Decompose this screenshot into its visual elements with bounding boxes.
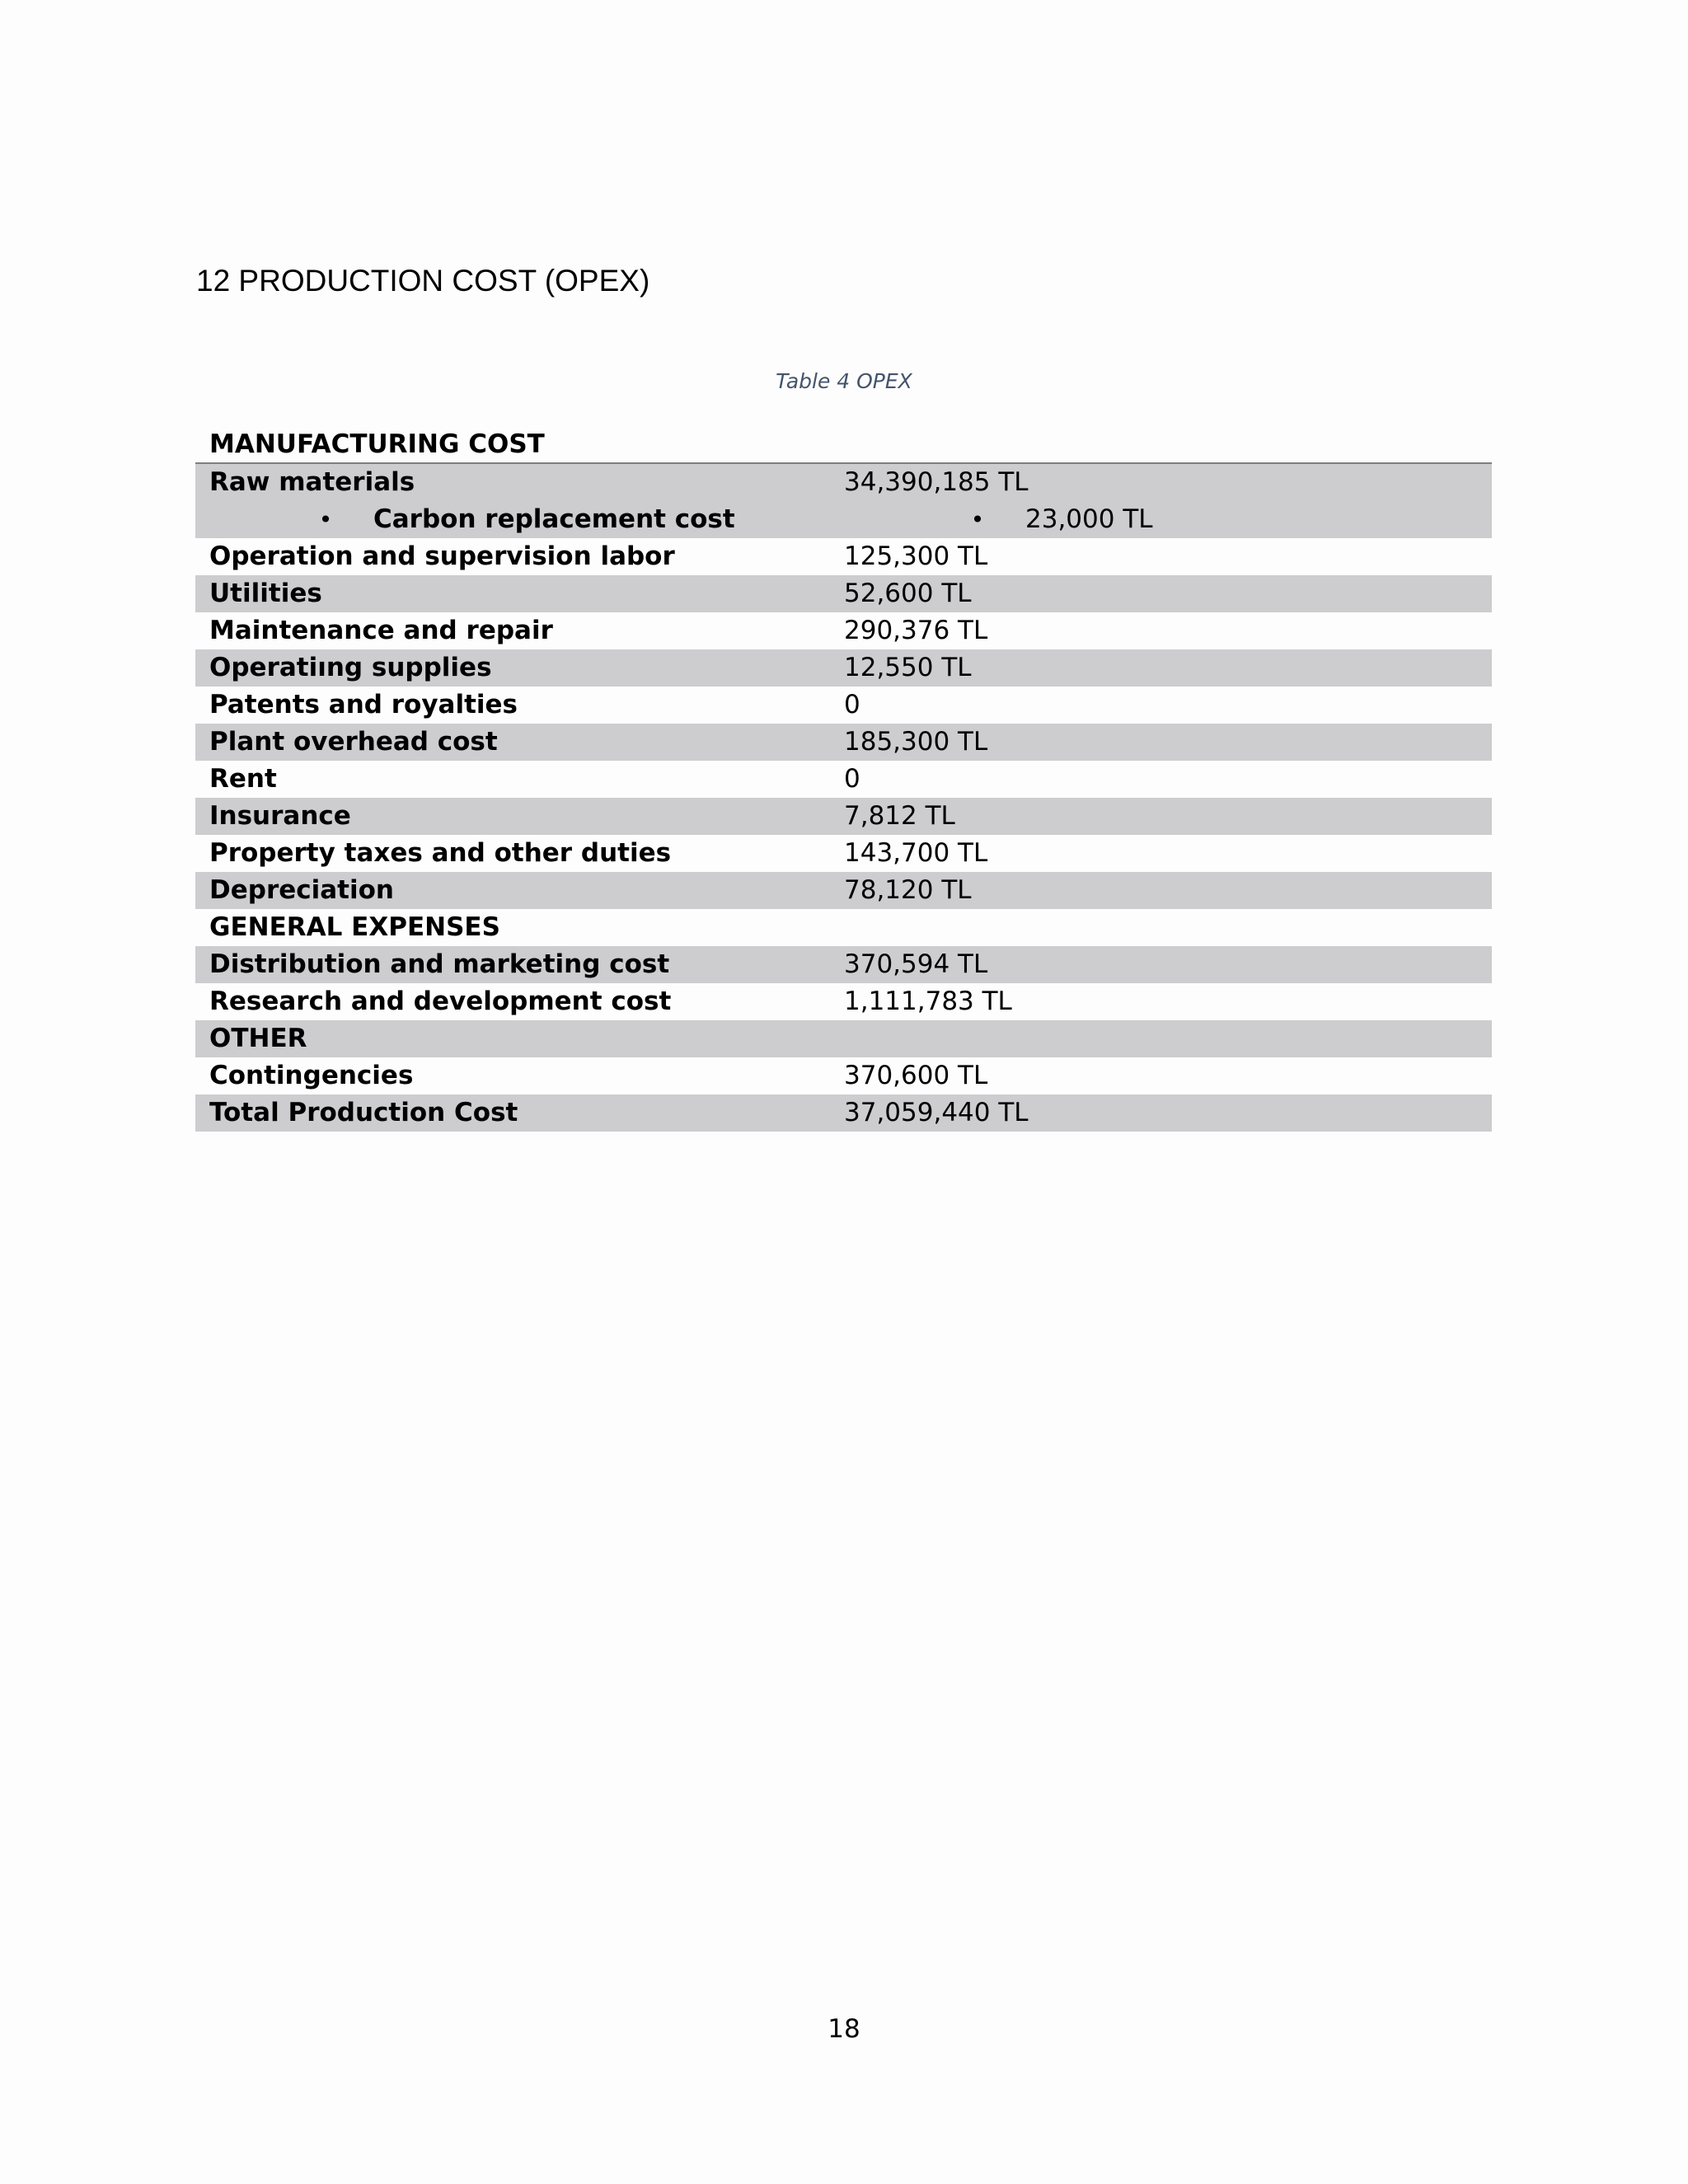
row-label: Operatiıng supplies <box>209 653 492 682</box>
row-label: Research and development cost <box>209 987 672 1016</box>
row-label: Insurance <box>209 801 351 831</box>
row-value: 1,111,783 TL <box>844 987 1012 1016</box>
row-label: Operation and supervision labor <box>209 541 675 571</box>
sub-row-value <box>844 504 1492 534</box>
table-row <box>195 798 1492 835</box>
table-row <box>195 1057 1492 1094</box>
table-row <box>195 649 1492 687</box>
table-row-section-other <box>195 1020 1492 1057</box>
row-value: 0 <box>844 690 860 719</box>
sub-row-label-text: Carbon replacement cost <box>373 504 735 534</box>
row-label: Total Production Cost <box>209 1098 518 1127</box>
sub-row-value-wrap <box>961 504 1153 534</box>
row-label: Property taxes and other duties <box>209 838 672 868</box>
row-label: OTHER <box>209 1024 307 1053</box>
bullet-icon: • <box>318 505 333 533</box>
bullet-icon: • <box>970 505 985 533</box>
table-row <box>195 946 1492 983</box>
table-row <box>195 575 1492 612</box>
row-label: Distribution and marketing cost <box>209 949 670 979</box>
row-value: 125,300 TL <box>844 541 988 571</box>
row-label: Utilities <box>209 579 322 608</box>
row-label: Raw materials <box>209 467 415 497</box>
table-header-label: MANUFACTURING COST <box>209 429 545 459</box>
table-row <box>195 761 1492 798</box>
table-row-raw-materials <box>195 464 1492 538</box>
row-value: 7,812 TL <box>844 801 955 831</box>
opex-table <box>195 427 1492 1132</box>
row-value: 37,059,440 TL <box>844 1098 1029 1127</box>
table-row-section-general-expenses <box>195 909 1492 946</box>
table-row-total <box>195 1094 1492 1132</box>
row-value: 0 <box>844 764 860 794</box>
row-value: 143,700 TL <box>844 838 988 868</box>
table-header-row <box>195 427 1492 464</box>
section-heading: 12 PRODUCTION COST (OPEX) <box>196 264 650 298</box>
table-row <box>195 835 1492 872</box>
raw-materials-line <box>195 464 1492 501</box>
table-row <box>195 687 1492 724</box>
row-value: 52,600 TL <box>844 579 972 608</box>
row-value: 370,594 TL <box>844 949 988 979</box>
row-label: Plant overhead cost <box>209 727 498 757</box>
sub-row-value-text: 23,000 TL <box>1025 504 1153 534</box>
row-value: 290,376 TL <box>844 616 988 645</box>
row-value: 78,120 TL <box>844 875 972 905</box>
table-row <box>195 724 1492 761</box>
row-value: 12,550 TL <box>844 653 972 682</box>
row-label: Rent <box>209 764 277 794</box>
table-row <box>195 612 1492 649</box>
row-label: Maintenance and repair <box>209 616 553 645</box>
row-label: Patents and royalties <box>209 690 518 719</box>
row-value: 34,390,185 TL <box>844 467 1029 497</box>
sub-row-label <box>195 504 844 534</box>
row-value: 185,300 TL <box>844 727 988 757</box>
row-value: 370,600 TL <box>844 1061 988 1090</box>
row-label: Depreciation <box>209 875 394 905</box>
table-row <box>195 983 1492 1020</box>
table-row <box>195 538 1492 575</box>
row-label: Contingencies <box>209 1061 414 1090</box>
page-number: 18 <box>828 2014 860 2044</box>
carbon-replacement-line <box>195 501 1492 538</box>
row-label: GENERAL EXPENSES <box>209 912 500 942</box>
table-caption: Table 4 OPEX <box>776 369 912 393</box>
table-row <box>195 872 1492 909</box>
